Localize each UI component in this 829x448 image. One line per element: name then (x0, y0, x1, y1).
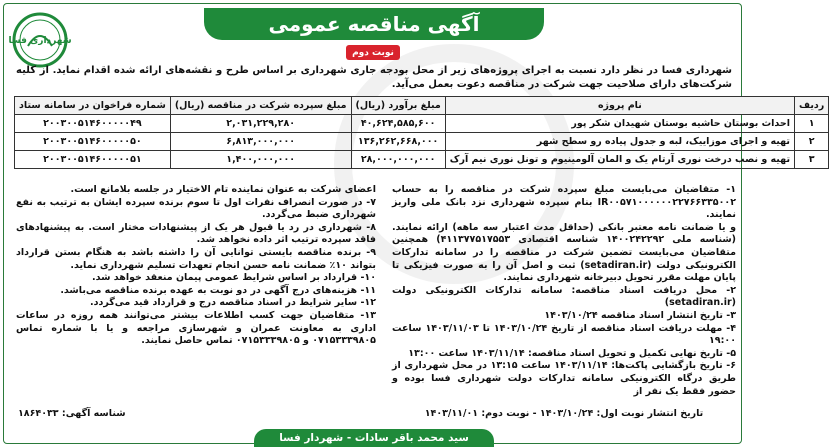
condition-item: و یا ضمانت نامه معتبر بانکی (حداقل مدت اعتبار سه ماهه) ارائه نمایند. (شناسه ملی ۱۴۰۰۲۴۲۲۹۲ شناسه اقتصادی ۴۱۱۳۷۷۵۱۷۵۵۳) همچنین متقاضیان می‌بایست تضمین شرکت در مناقصه را در سامانه تدارکات الکترونیکی دولت (setadiran.ir) ثبت و اصل آن را به صورت فیزیکی تا پایان مهلت مقرر تحویل دبیرخانه شهرداری نمایند. (392, 221, 737, 284)
condition-item: ۸- شهرداری در رد یا قبول هر یک از پیشنهادات مختار است. به پیشنهادهای فاقد سپرده ترتیب اثر داده نخواهد شد. (16, 221, 376, 246)
col-header-estimate: مبلغ برآورد (ریال) (351, 97, 445, 115)
col-header-tender-number: شماره فراخوان در سامانه ستاد (15, 97, 171, 115)
col-header-row-number: ردیف (795, 97, 829, 115)
deposit-amount: ۱,۴۰۰,۰۰۰,۰۰۰ (170, 151, 351, 169)
table-row (15, 151, 829, 169)
estimate-amount: ۴۰,۶۲۴,۵۸۵,۶۰۰ (351, 115, 445, 133)
row-number: ۲ (795, 133, 829, 151)
footer-banner (254, 429, 494, 447)
publication-dates: تاریخ انتشار نوبت اول: ۱۴۰۳/۱۰/۲۴ - نوبت دوم: ۱۴۰۳/۱۱/۰۱ (424, 408, 704, 419)
conditions-left-column (16, 184, 376, 348)
page-title: آگهی مناقصه عمومی (268, 12, 480, 36)
condition-item: ۲- محل دریافت اسناد مناقصه: سامانه تدارکات الکترونیکی دولت (setadiran.ir) (392, 284, 736, 309)
condition-item: ۴- مهلت دریافت اسناد مناقصه از تاریخ ۱۴۰۳/۱۰/۲۴ تا ۱۴۰۳/۱۱/۰۳ ساعت ۱۹:۰۰ (392, 322, 736, 347)
condition-item: ۱۱- هزینه‌های درج آگهی در دو نوبت به عهده برنده مناقصه می‌باشد. (60, 284, 376, 296)
table-row (15, 133, 829, 151)
estimate-amount: ۲۸,۰۰۰,۰۰۰,۰۰۰ (351, 151, 445, 169)
condition-item: ۶- تاریخ بازگشایی پاکت‌ها: ۱۴۰۳/۱۱/۱۴ ساعت ۱۳:۱۵ در محل شهرداری از طریق درگاه الکترونیکی سامانه تدارکات دولت شهرداری فسا بوده و حضور فقط یک نفر از (392, 360, 737, 397)
round-badge: نوبت دوم (346, 45, 400, 60)
condition-item: ۹- برنده مناقصه بایستی توانایی آن را داشته باشد به هنگام بستن قرارداد بتواند ۱۰٪ ضمانت نامه حسن انجام تعهدات تسلیم شهرداری نماید. (16, 246, 376, 271)
col-header-deposit: مبلغ سپرده شرکت در مناقصه (ریال) (170, 97, 351, 115)
tender-number: ۲۰۰۳۰۰۵۱۴۶۰۰۰۰۰۵۰ (15, 133, 171, 151)
project-name: تهیه و نصب درخت نوری آرتام یک و المان آلومینیوم و تونل نوری نیم آرک (445, 151, 794, 169)
notice-page (3, 3, 825, 444)
title-banner (204, 8, 544, 40)
col-header-project-name: نام پروژه (445, 97, 794, 115)
ad-id: شناسه آگهی: ۱۸۶۴۰۳۳ (18, 408, 126, 419)
project-name: تهیه و اجرای موزاییک، لبه و جدول پیاده رو سطح شهر (445, 133, 794, 151)
condition-item: ۱۰- قرارداد بر اساس شرایط عمومی پیمان منعقد خواهد شد. (92, 272, 376, 284)
project-name: احداث بوستان حاشیه بوستان شهیدان شکر پور (445, 115, 794, 133)
condition-item: ۵- تاریخ نهایی تکمیل و تحویل اسناد مناقصه: ۱۴۰۳/۱۱/۱۴ ساعت ۱۳:۰۰ (408, 347, 736, 359)
conditions-right-column (392, 184, 736, 398)
condition-item: ۳- تاریخ انتشار اسناد مناقصه ۱۴۰۳/۱۰/۲۴ (544, 309, 736, 321)
tender-number: ۲۰۰۳۰۰۵۱۴۶۰۰۰۰۰۴۹ (15, 115, 171, 133)
estimate-amount: ۱۳۶,۲۶۲,۶۶۸,۰۰۰ (351, 133, 445, 151)
deposit-amount: ۶,۸۱۳,۰۰۰,۰۰۰ (170, 133, 351, 151)
tender-number: ۲۰۰۳۰۰۵۱۴۶۰۰۰۰۰۵۱ (15, 151, 171, 169)
condition-item: ۱۲- سایر شرایط در اسناد مناقصه درج و قرارداد قید می‌گردد. (89, 297, 376, 309)
row-number: ۳ (795, 151, 829, 169)
condition-item: اعضای شرکت به عنوان نماینده تام الاختیار در جلسه بلامانع است. (70, 184, 376, 195)
condition-item: ۷- در صورت انصراف نفرات اول تا سوم برنده سپرده ایشان به ترتیب به نفع شهرداری ضبط می‌گردد. (16, 196, 376, 221)
table-header-row (15, 97, 829, 115)
table-row (15, 115, 829, 133)
signature-line: سید محمد باقر سادات - شهردار فسا (279, 432, 469, 444)
deposit-amount: ۲,۰۳۱,۲۲۹,۲۸۰ (170, 115, 351, 133)
row-number: ۱ (795, 115, 829, 133)
projects-table (14, 96, 829, 169)
municipality-logo-icon (8, 12, 72, 68)
intro-paragraph: شهرداری فسا در نظر دارد نسبت به اجرای پروژه‌های زیر از محل بودجه جاری شهرداری بر اساس طرح و نقشه‌های ارائه شده اقدام نماید. از کلیه شرکت‌های دارای صلاحیت جهت شرکت در مناقصه دعوت بعمل می‌آید. (16, 65, 732, 90)
logo-text: شهرداری فسا (8, 36, 72, 46)
condition-item: ۱۳- متقاضیان جهت کسب اطلاعات بیشتر می‌توانند همه روزه در ساعات اداری به معاونت عمران و شهرسازی مراجعه و یا با شماره تماس ۰۷۱۵۳۳۳۹۸۰۵ و ۰۷۱۵۳۳۳۹۸۰۵ تماس حاصل نمایند. (16, 309, 376, 347)
condition-item: ۱- متقاضیان می‌بایست مبلغ سپرده شرکت در مناقصه را به حساب IR۰۰۵۷۱۰۰۰۰۰۰۲۲۷۶۶۳۳۵۰۰۲ بنام سپرده شهرداری نزد بانک ملی واریز نمایند. (392, 184, 736, 221)
